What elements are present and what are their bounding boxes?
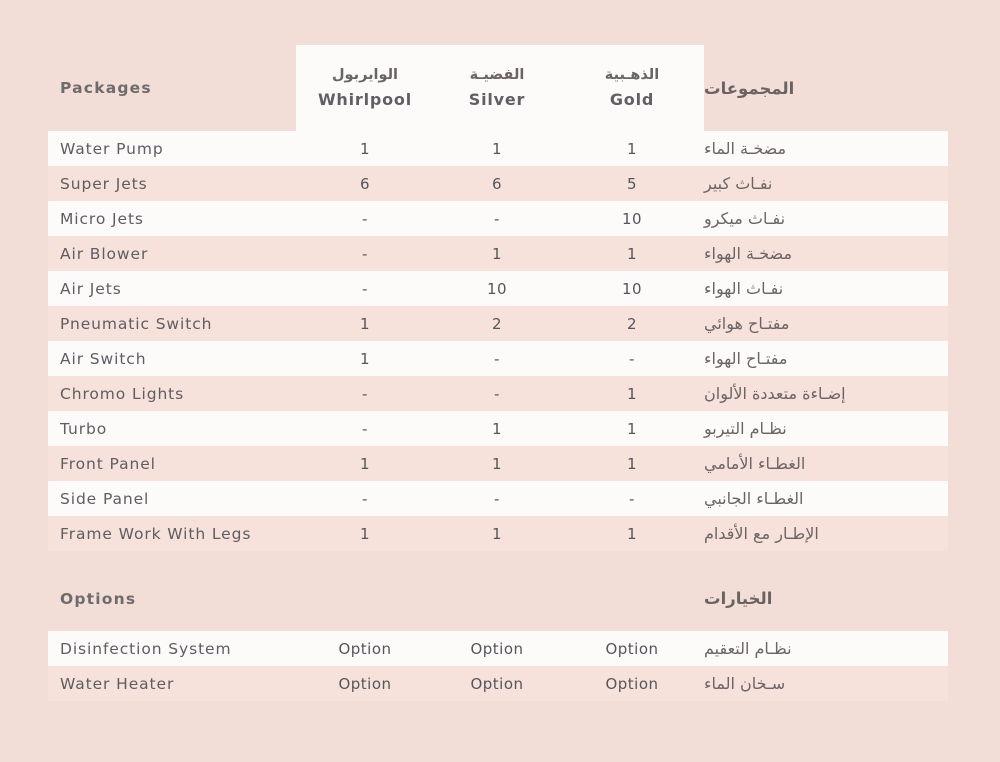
comparison-table bbox=[48, 45, 948, 701]
package-name: Air Jets bbox=[60, 279, 122, 298]
package-name-ar: نفـاث الهواء bbox=[704, 279, 784, 298]
table-row bbox=[48, 666, 948, 701]
column-header-whirlpool-en: Whirlpool bbox=[317, 90, 413, 109]
column-header-whirlpool-ar: الوايربول bbox=[331, 67, 399, 83]
package-name: Water Heater bbox=[60, 674, 175, 693]
gold-value: 10 bbox=[621, 209, 643, 228]
column-header-silver-ar: الفضيـة bbox=[469, 67, 525, 83]
options-heading-ar: الخيارات bbox=[704, 589, 773, 608]
package-name: Chromo Lights bbox=[60, 384, 185, 403]
package-name: Micro Jets bbox=[60, 209, 144, 228]
table-row bbox=[48, 201, 948, 236]
gold-value: - bbox=[629, 349, 635, 368]
gold-value: Option bbox=[605, 674, 659, 693]
whirlpool-value: - bbox=[362, 419, 368, 438]
silver-value: 2 bbox=[491, 314, 503, 333]
table-row bbox=[48, 631, 948, 666]
package-name-ar: سـخان الماء bbox=[704, 674, 786, 693]
table-row bbox=[48, 271, 948, 306]
whirlpool-value: 1 bbox=[359, 454, 371, 473]
package-name-ar: إضـاءة متعددة الألوان bbox=[704, 384, 846, 403]
package-name-ar: مفتـاح الهواء bbox=[704, 349, 788, 368]
whirlpool-value: 1 bbox=[359, 314, 371, 333]
silver-value: Option bbox=[470, 639, 524, 658]
package-name-ar: الغطـاء الجانبي bbox=[704, 489, 804, 508]
column-header-silver-en: Silver bbox=[468, 90, 526, 109]
gold-value: 10 bbox=[621, 279, 643, 298]
silver-value: 1 bbox=[491, 139, 503, 158]
package-rows bbox=[48, 131, 948, 551]
column-header-gold bbox=[560, 45, 704, 131]
package-name-ar: نفـاث كبير bbox=[704, 174, 773, 193]
whirlpool-value: - bbox=[362, 244, 368, 263]
packages-heading: Packages bbox=[60, 79, 152, 97]
silver-value: 1 bbox=[491, 524, 503, 543]
column-header-gold-en: Gold bbox=[609, 90, 655, 109]
options-rows bbox=[48, 631, 948, 701]
package-name-ar: نفـاث ميكرو bbox=[704, 209, 786, 228]
gold-value: 5 bbox=[626, 174, 638, 193]
package-name: Super Jets bbox=[60, 174, 148, 193]
package-name: Frame Work With Legs bbox=[60, 524, 252, 543]
whirlpool-value: 1 bbox=[359, 349, 371, 368]
package-name: Pneumatic Switch bbox=[60, 314, 213, 333]
options-heading: Options bbox=[60, 589, 137, 608]
whirlpool-value: - bbox=[362, 209, 368, 228]
gold-value: 2 bbox=[626, 314, 638, 333]
silver-value: - bbox=[494, 384, 500, 403]
silver-value: 6 bbox=[491, 174, 503, 193]
groups-heading-ar: المجموعات bbox=[704, 78, 795, 98]
package-name: Air Blower bbox=[60, 244, 149, 263]
silver-value: 1 bbox=[491, 419, 503, 438]
package-name: Turbo bbox=[60, 419, 108, 438]
package-name-ar: نظـام التعقيم bbox=[704, 639, 792, 658]
package-name-ar: مضخـة الماء bbox=[704, 139, 787, 158]
table-row bbox=[48, 341, 948, 376]
table-row bbox=[48, 446, 948, 481]
package-name-ar: نظـام التيربو bbox=[704, 419, 787, 438]
package-name-ar: مفتـاح هوائي bbox=[704, 314, 790, 333]
gold-value: 1 bbox=[626, 384, 638, 403]
package-name-ar: مضخـة الهواء bbox=[704, 244, 793, 263]
gold-value: 1 bbox=[626, 244, 638, 263]
package-name-ar: الغطـاء الأمامي bbox=[704, 454, 806, 473]
table-row bbox=[48, 376, 948, 411]
gold-value: 1 bbox=[626, 524, 638, 543]
table-row bbox=[48, 236, 948, 271]
gold-value: 1 bbox=[626, 454, 638, 473]
whirlpool-value: - bbox=[362, 489, 368, 508]
silver-value: - bbox=[494, 209, 500, 228]
silver-value: - bbox=[494, 489, 500, 508]
package-name: Air Switch bbox=[60, 349, 147, 368]
silver-value: - bbox=[494, 349, 500, 368]
whirlpool-value: Option bbox=[338, 674, 392, 693]
whirlpool-value: - bbox=[362, 279, 368, 298]
gold-value: Option bbox=[605, 639, 659, 658]
silver-value: 10 bbox=[486, 279, 508, 298]
table-row bbox=[48, 306, 948, 341]
column-header-gold-ar: الذهـبية bbox=[604, 67, 660, 83]
gold-value: - bbox=[629, 489, 635, 508]
package-name: Water Pump bbox=[60, 139, 164, 158]
options-heading-row bbox=[48, 581, 948, 616]
whirlpool-value: - bbox=[362, 384, 368, 403]
silver-value: 1 bbox=[491, 454, 503, 473]
package-name-ar: الإطـار مع الأقدام bbox=[704, 524, 819, 543]
whirlpool-value: 1 bbox=[359, 139, 371, 158]
table-row bbox=[48, 516, 948, 551]
column-header-silver bbox=[434, 45, 560, 131]
silver-value: Option bbox=[470, 674, 524, 693]
column-header-whirlpool bbox=[296, 45, 434, 131]
gold-value: 1 bbox=[626, 139, 638, 158]
table-row bbox=[48, 411, 948, 446]
silver-value: 1 bbox=[491, 244, 503, 263]
package-name: Side Panel bbox=[60, 489, 150, 508]
package-name: Disinfection System bbox=[60, 639, 232, 658]
table-row bbox=[48, 131, 948, 166]
options-heading-spacer bbox=[296, 581, 704, 616]
table-header-row bbox=[48, 45, 948, 131]
whirlpool-value: Option bbox=[338, 639, 392, 658]
gold-value: 1 bbox=[626, 419, 638, 438]
table-row bbox=[48, 166, 948, 201]
package-name: Front Panel bbox=[60, 454, 156, 473]
whirlpool-value: 1 bbox=[359, 524, 371, 543]
table-row bbox=[48, 481, 948, 516]
whirlpool-value: 6 bbox=[359, 174, 371, 193]
